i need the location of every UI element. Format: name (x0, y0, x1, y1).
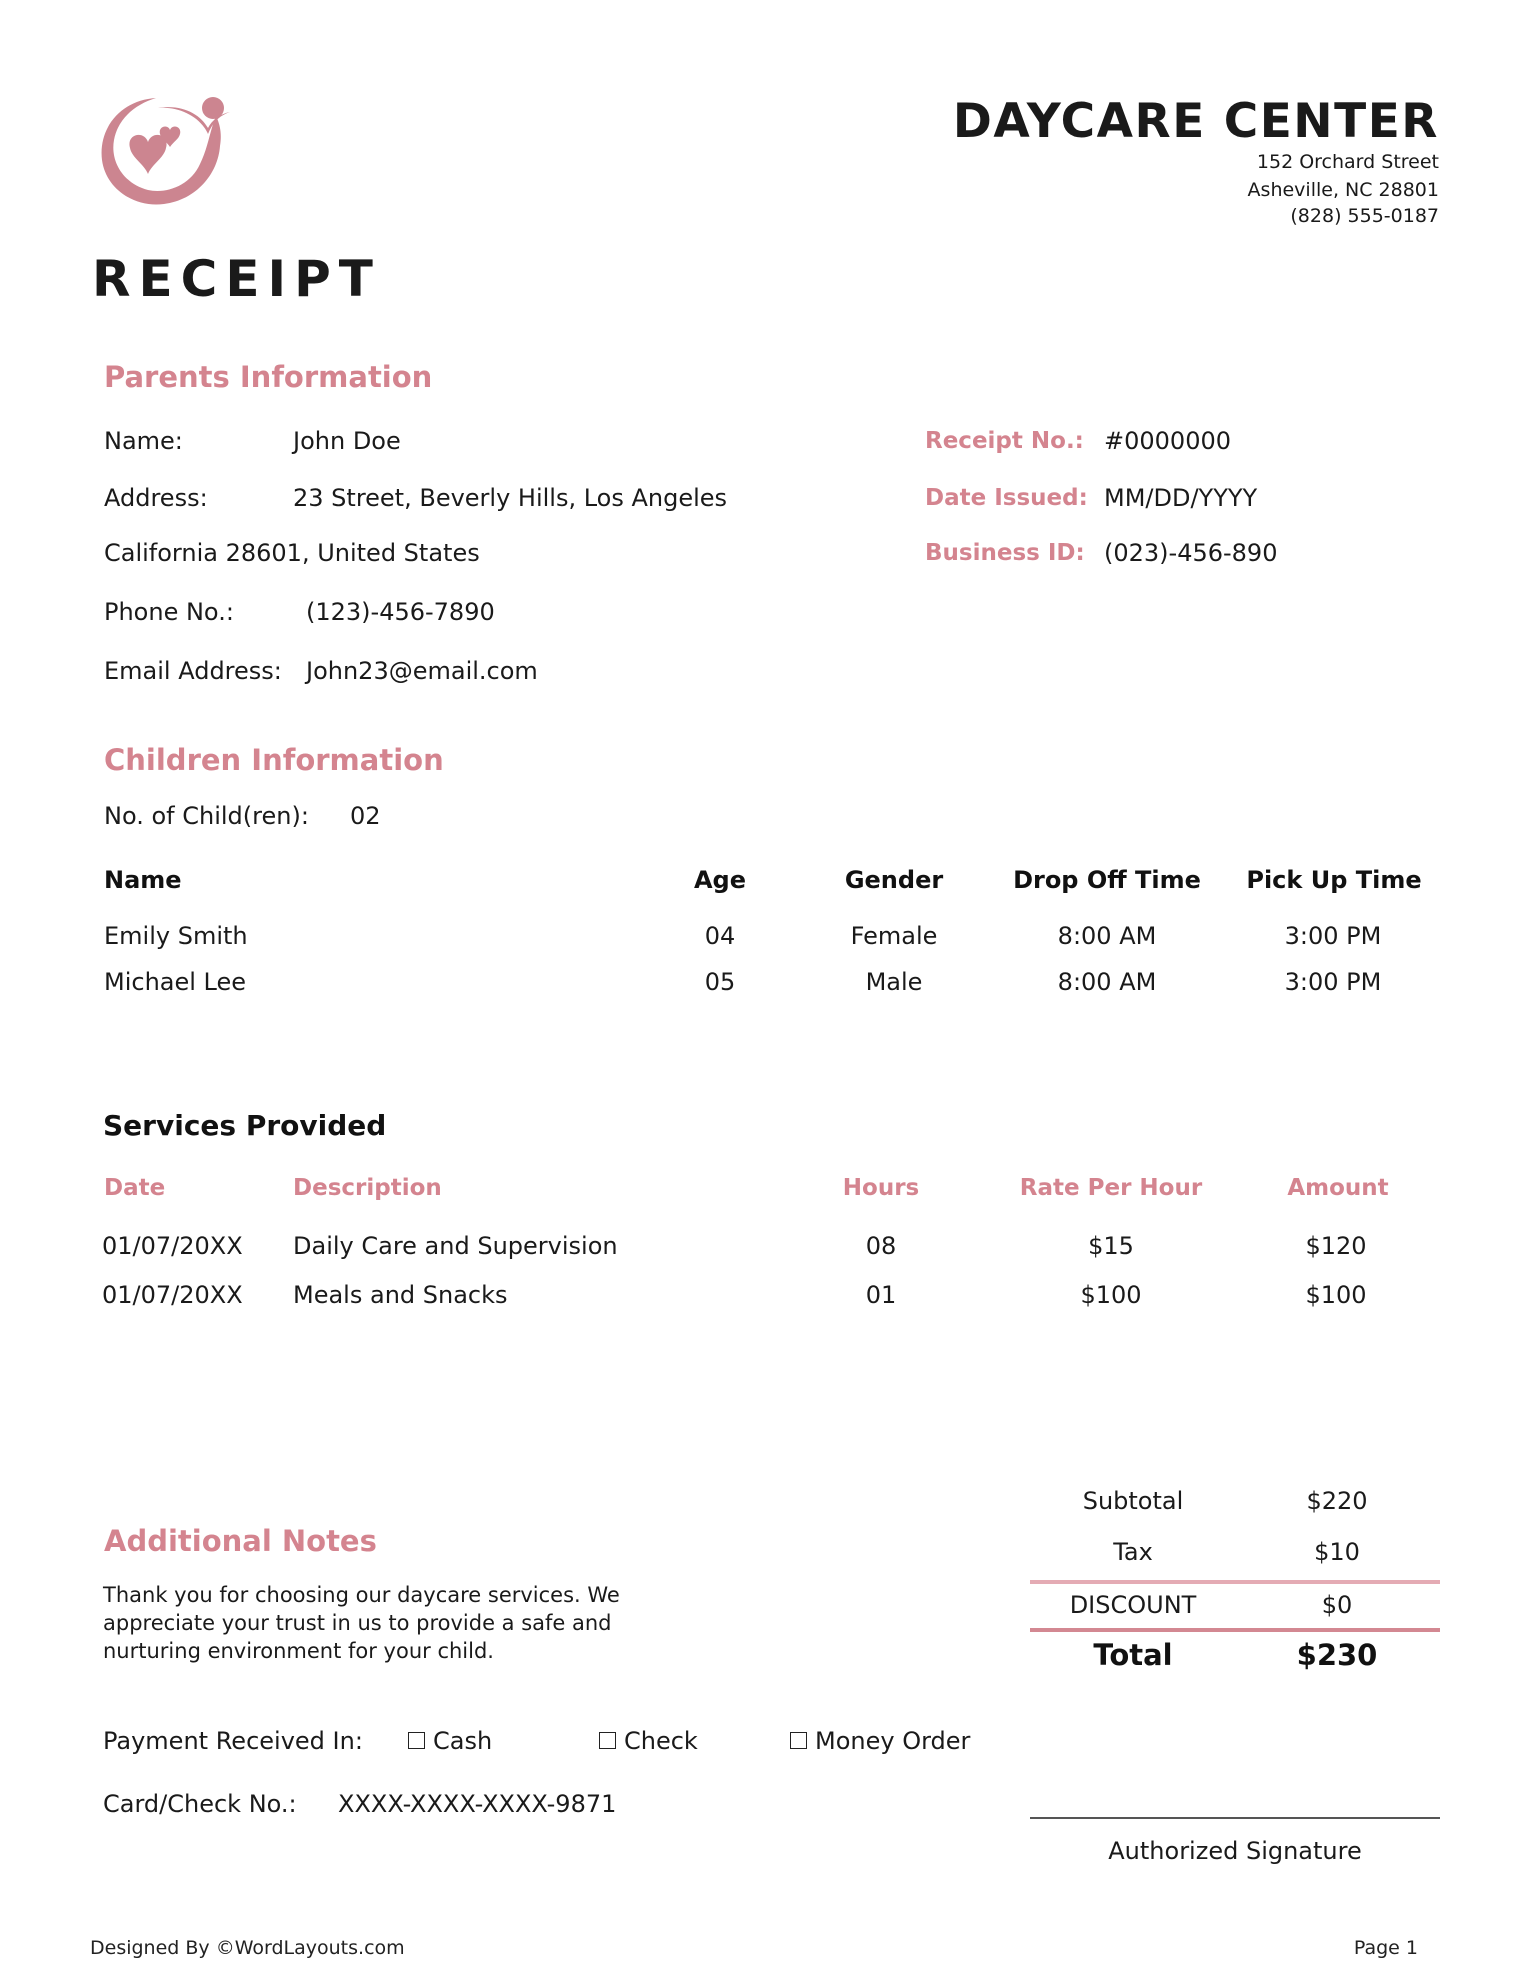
col-header-hours: Hours (842, 1175, 920, 1201)
company-name: DAYCARE CENTER (952, 94, 1439, 149)
date-issued-value: MM/DD/YYYY (1104, 484, 1258, 512)
col-header-rate: Rate Per Hour (1019, 1175, 1203, 1201)
child-name: Emily Smith (104, 922, 248, 950)
service-description: Meals and Snacks (293, 1281, 508, 1309)
col-header-amount: Amount (1287, 1175, 1389, 1201)
col-header-name: Name (104, 866, 182, 894)
card-check-label: Card/Check No.: (103, 1790, 297, 1818)
service-description: Daily Care and Supervision (293, 1232, 618, 1260)
document-title: RECEIPT (92, 250, 381, 308)
total-value: $230 (1296, 1638, 1378, 1672)
service-date: 01/07/20XX (102, 1281, 243, 1309)
parent-name-label: Name: (104, 427, 183, 455)
children-count-value: 02 (350, 802, 381, 830)
tax-label: Tax (1113, 1538, 1153, 1566)
col-header-drop-off: Drop Off Time (1013, 866, 1201, 894)
children-count-label: No. of Child(ren): (104, 802, 309, 830)
summary-divider (1030, 1628, 1440, 1632)
service-date: 01/07/20XX (102, 1232, 243, 1260)
services-section-title: Services Provided (103, 1109, 387, 1142)
payment-option-money-order[interactable] (790, 1727, 970, 1755)
company-address-line1: 152 Orchard Street (1256, 151, 1439, 173)
children-section-title: Children Information (104, 743, 444, 777)
service-rate: $100 (1080, 1281, 1142, 1309)
payment-option-label: Check (624, 1727, 698, 1755)
parents-section-title: Parents Information (104, 360, 433, 394)
parent-address-line2: California 28601, United States (104, 539, 480, 567)
parent-address-value: 23 Street, Beverly Hills, Los Angeles (293, 484, 728, 512)
discount-label: DISCOUNT (1069, 1591, 1197, 1619)
payment-option-label: Money Order (815, 1727, 971, 1755)
summary-divider (1030, 1580, 1440, 1584)
child-drop-off: 8:00 AM (1057, 968, 1157, 996)
child-gender: Female (850, 922, 938, 950)
child-age: 04 (704, 922, 736, 950)
tax-value: $10 (1314, 1538, 1360, 1566)
payment-option-check[interactable] (599, 1727, 698, 1755)
checkbox-icon[interactable] (790, 1732, 807, 1749)
child-drop-off: 8:00 AM (1057, 922, 1157, 950)
signature-line (1030, 1817, 1440, 1819)
parent-phone-label: Phone No.: (104, 598, 234, 626)
checkbox-icon[interactable] (408, 1732, 425, 1749)
child-age: 05 (704, 968, 736, 996)
child-gender: Male (865, 968, 923, 996)
payment-option-label: Cash (433, 1727, 493, 1755)
col-header-pick-up: Pick Up Time (1246, 866, 1422, 894)
child-name: Michael Lee (104, 968, 247, 996)
subtotal-value: $220 (1306, 1487, 1368, 1515)
service-amount: $120 (1305, 1232, 1367, 1260)
service-amount: $100 (1305, 1281, 1367, 1309)
subtotal-label: Subtotal (1082, 1487, 1184, 1515)
col-header-description: Description (293, 1175, 442, 1201)
discount-value: $0 (1321, 1591, 1353, 1619)
col-header-date: Date (104, 1175, 166, 1201)
parent-address-label: Address: (104, 484, 208, 512)
receipt-no-label: Receipt No.: (925, 428, 1084, 454)
payment-label: Payment Received In: (103, 1727, 363, 1755)
service-hours: 08 (865, 1232, 897, 1260)
checkbox-icon[interactable] (599, 1732, 616, 1749)
company-address-line2: Asheville, NC 28801 (1247, 179, 1439, 201)
col-header-age: Age (693, 866, 747, 894)
logo (96, 90, 241, 208)
parent-phone-value: (123)-456-7890 (306, 598, 495, 626)
total-label: Total (1093, 1638, 1173, 1672)
col-header-gender: Gender (844, 866, 944, 894)
child-pick-up: 3:00 PM (1284, 968, 1382, 996)
signature-label: Authorized Signature (1108, 1837, 1362, 1865)
footer-designed-by: Designed By ©WordLayouts.com (90, 1937, 405, 1959)
company-phone: (828) 555-0187 (1290, 205, 1439, 227)
business-id-value: (023)-456-890 (1104, 539, 1278, 567)
service-rate: $15 (1088, 1232, 1134, 1260)
date-issued-label: Date Issued: (925, 485, 1088, 511)
service-hours: 01 (865, 1281, 897, 1309)
notes-section-title: Additional Notes (104, 1524, 377, 1558)
parent-email-label: Email Address: (104, 657, 282, 685)
parent-email-value: John23@email.com (306, 657, 538, 685)
receipt-no-value: #0000000 (1104, 427, 1231, 455)
notes-text: Thank you for choosing our daycare services. We appreciate your trust in us to provide a safe and nurturing environment for your child. (103, 1583, 620, 1663)
card-check-value: XXXX-XXXX-XXXX-9871 (338, 1790, 617, 1818)
child-pick-up: 3:00 PM (1284, 922, 1382, 950)
business-id-label: Business ID: (925, 540, 1085, 566)
heart-person-logo-icon (96, 90, 241, 208)
payment-option-cash[interactable] (408, 1727, 492, 1755)
footer-page-number: Page 1 (1353, 1937, 1418, 1959)
parent-name-value: John Doe (293, 427, 401, 455)
